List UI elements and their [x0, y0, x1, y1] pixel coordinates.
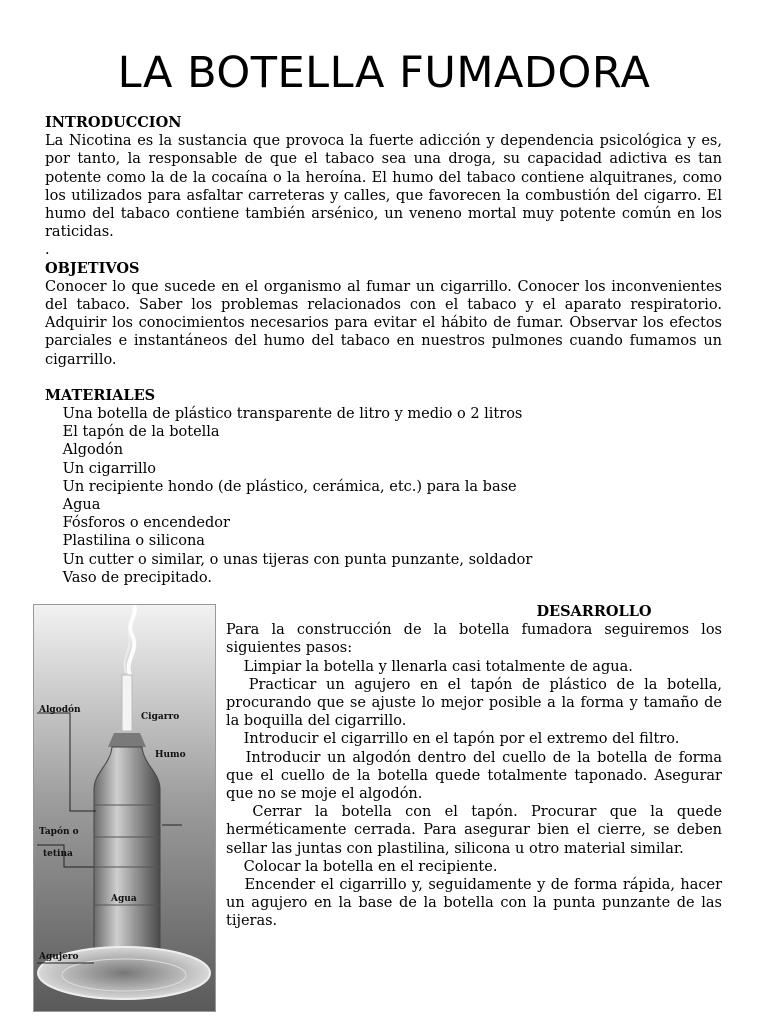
label-tapon-2: tetina	[43, 849, 73, 859]
list-item-text: Plastilina o silicona	[62, 533, 205, 550]
list-item	[45, 496, 722, 514]
page-title: LA BOTELLA FUMADORA	[117, 48, 651, 98]
list-item-text: Una botella de plástico transparente de litro y medio o 2 litros	[62, 406, 523, 423]
intro-dot: .	[45, 242, 50, 259]
intro-text: La Nicotina es la sustancia que provoca la fuerte adicción y dependencia psicológica y es, por tanto, la responsable de que el tabaco sea una droga, su capacidad adictiva es tan potente como la de la cocaína o la heroína. El humo del tabaco contiene alquitranes, como los utilizados para asfaltar carreteras y calles, que favorecen la combustión del cigarro. El humo del tabaco contiene también arsénico, un veneno mortal muy potente común en los raticidas.	[45, 133, 722, 241]
list-item-text: Un cutter o similar, o unas tijeras con punta punzante, soldador	[62, 551, 533, 568]
step-item	[226, 730, 722, 748]
desarrollo-intro: Para la construcción de la botella fumadora seguiremos los siguientes pasos:	[226, 622, 722, 657]
list-item	[45, 514, 722, 532]
desarrollo-heading: DESARROLLO	[536, 603, 652, 620]
list-item	[45, 441, 722, 459]
step-text: Cerrar la botella con el tapón. Procurar que la quede herméticamente cerrada. Para asegurar bien el cierre, se deben sellar las juntas con plastilina, silicona u otro material similar.	[226, 804, 723, 857]
label-algodon: Algodón	[39, 705, 81, 715]
list-item	[45, 478, 722, 496]
bottle-diagram	[33, 604, 216, 1012]
list-item-text: Fósforos o encendedor	[62, 515, 230, 532]
desarrollo-section	[226, 603, 722, 931]
label-humo: Humo	[155, 750, 186, 760]
list-item	[45, 423, 722, 441]
step-text: Introducir un algodón dentro del cuello de la botella de forma que el cuello de la botella quede totalmente taponado. Asegurar que no se moje el algodón.	[226, 749, 722, 803]
label-cigarro: Cigarro	[141, 712, 180, 722]
step-item	[226, 803, 722, 858]
list-item-text: Algodón	[62, 442, 124, 459]
intro-heading: INTRODUCCION	[45, 114, 182, 131]
list-item-text: Agua	[62, 497, 101, 514]
list-item	[45, 551, 722, 569]
list-item-text: Vaso de precipitado.	[62, 569, 212, 586]
objetivos-heading: OBJETIVOS	[45, 259, 140, 277]
main-text	[45, 114, 722, 587]
label-tapon-1: Tapón o	[39, 827, 79, 837]
step-item	[226, 858, 722, 876]
step-text: Introducir el cigarrillo en el tapón por el extremo del filtro.	[243, 731, 680, 748]
list-item	[45, 532, 722, 550]
list-item-text: Un cigarrillo	[62, 460, 156, 477]
step-text: Colocar la botella en el recipiente.	[243, 858, 498, 875]
list-item	[45, 569, 722, 587]
step-item	[226, 876, 722, 931]
materiales-heading: MATERIALES	[45, 386, 156, 404]
label-agua: Agua	[111, 894, 137, 904]
step-item	[226, 676, 722, 731]
step-text: Practicar un agujero en el tapón de plástico de la botella, procurando que se ajuste lo mejor posible a la forma y tamaño de la boquilla del cigarrillo.	[226, 676, 723, 730]
list-item-text: El tapón de la botella	[62, 424, 220, 441]
list-item	[45, 460, 722, 478]
step-item	[226, 749, 722, 804]
objetivos-text: Conocer lo que sucede en el organismo al fumar un cigarrillo. Conocer los inconvenientes del tabaco. Saber los problemas relacionados con el tabaco y el aparato respiratorio. Adquirir los conocimientos necesarios para evitar el hábito de fumar. Observar los efectos parciales e instantáneos del humo del tabaco en nuestros pulmones cuando fumamos un cigarrillo.	[45, 278, 722, 368]
label-agujero: Agujero	[39, 952, 79, 962]
step-text: Encender el cigarrillo y, seguidamente y de forma rápida, hacer un agujero en la base de la botella con la punta punzante de las tijeras.	[226, 877, 723, 930]
step-item	[226, 658, 722, 676]
list-item	[45, 405, 722, 423]
step-text: Limpiar la botella y llenarla casi totalmente de agua.	[243, 658, 633, 675]
list-item-text: Un recipiente hondo (de plástico, cerámica, etc.) para la base	[62, 478, 517, 495]
